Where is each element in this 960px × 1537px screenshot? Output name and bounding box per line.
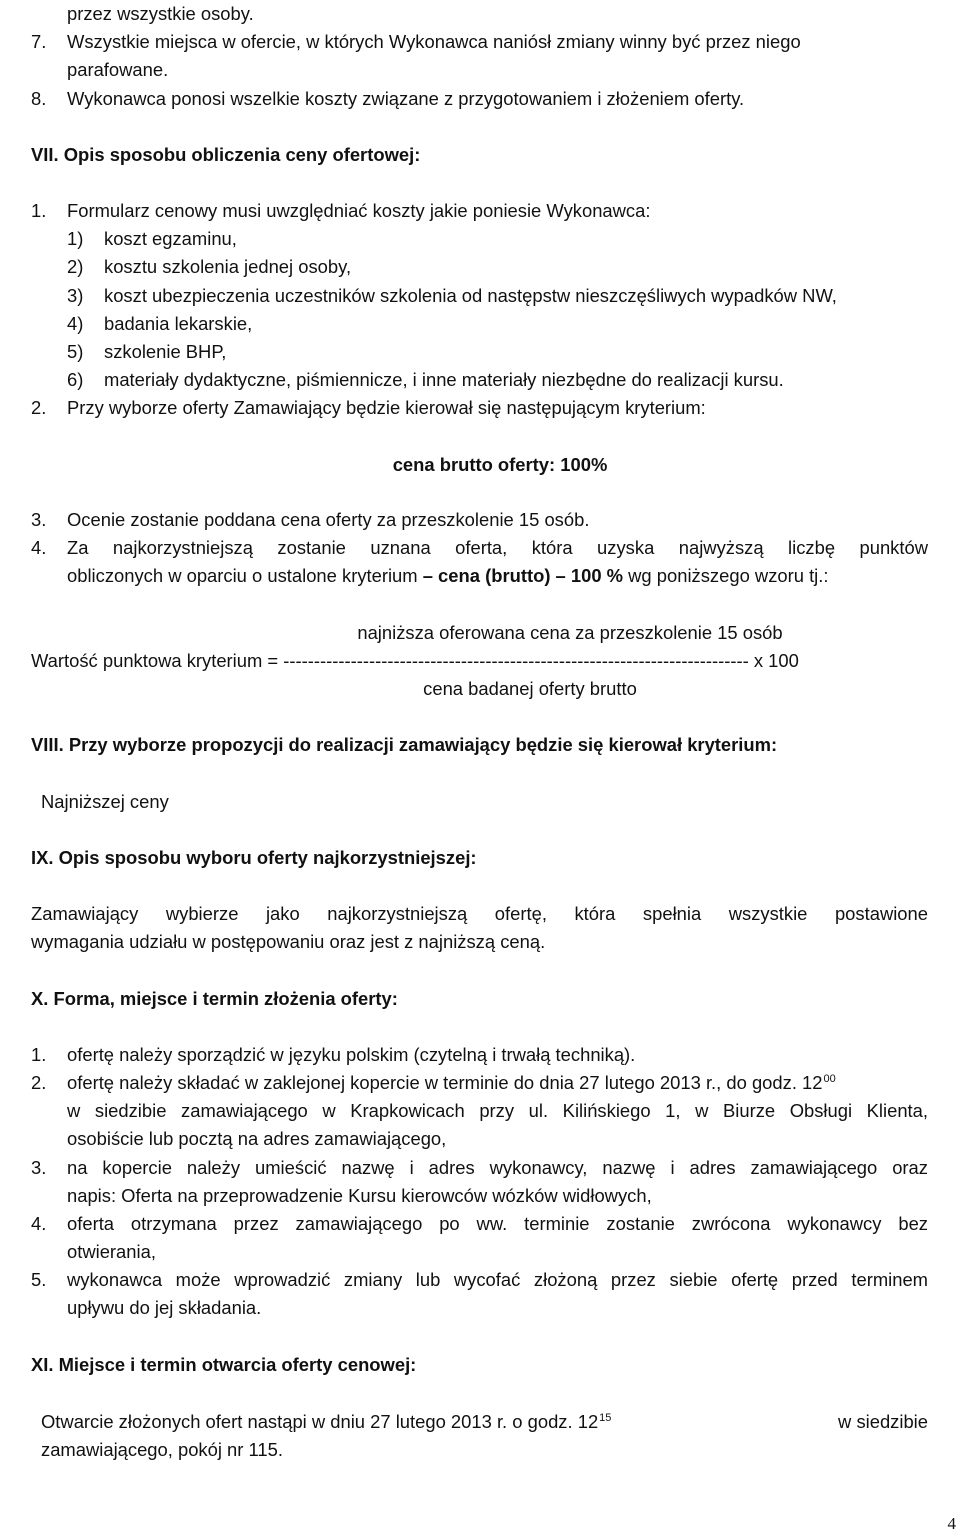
- sub-item-number: 6): [67, 369, 84, 390]
- continuation-line: przez wszystkie osoby.: [67, 3, 254, 24]
- section-11-text: [41, 1408, 928, 1436]
- section-10-item-2: [67, 1069, 836, 1097]
- section-7-point-2: Przy wyborze oferty Zamawiający będzie kierował się następującym kryterium:: [67, 397, 706, 418]
- point-4-text-b: wg poniższego wzoru tj.:: [623, 565, 829, 586]
- opening-minutes: 15: [599, 1411, 612, 1424]
- section-7-point-4-cont: [67, 562, 829, 590]
- section-11-text-cont: zamawiającego, pokój nr 115.: [41, 1439, 283, 1460]
- item-number: 4.: [31, 1213, 47, 1234]
- section-8-text: Najniższej ceny: [41, 791, 169, 812]
- item-number: 5.: [31, 1269, 47, 1290]
- item-number: 1.: [31, 200, 47, 221]
- section-10-item-2-cont2: osobiście lub pocztą na adres zamawiającego,: [67, 1128, 447, 1149]
- sub-item-text: materiały dydaktyczne, piśmiennicze, i inne materiały niezbędne do realizacji kursu.: [104, 369, 784, 390]
- formula-line: Wartość punktowa kryterium = ---------------------------------------------------------------------------- x 100: [31, 650, 799, 671]
- item-number: 8.: [31, 88, 47, 109]
- point-4-criterion: – cena (brutto) – 100 %: [422, 565, 624, 586]
- criterion-line: cena brutto oferty: 100%: [392, 454, 608, 475]
- sub-item-number: 2): [67, 256, 84, 277]
- sub-item-text: koszt egzaminu,: [104, 228, 237, 249]
- section-7-point-4: Za najkorzystniejszą zostanie uznana oferta, która uzyska najwyższą liczbę punktów: [67, 537, 928, 558]
- section-10-item-2-cont: w siedzibie zamawiającego w Krapkowicach przy ul. Kilińskiego 1, w Biurze Obsługi Klienta,: [67, 1100, 928, 1121]
- sub-item-text: badania lekarskie,: [104, 313, 253, 334]
- sub-item-number: 4): [67, 313, 84, 334]
- sub-item-number: 3): [67, 285, 84, 306]
- opening-text: Otwarcie złożonych ofert nastąpi w dniu 27 lutego 2013 r. o godz. $12^{15}$: [41, 1411, 612, 1432]
- item-number: 3.: [31, 1157, 47, 1178]
- item-number: 3.: [31, 509, 47, 530]
- section-7-heading: VII. Opis sposobu obliczenia ceny ofertowej:: [31, 144, 421, 165]
- section-10-item-4-cont: otwierania,: [67, 1241, 156, 1262]
- item-number: 4.: [31, 537, 47, 558]
- hour-minutes: 00: [823, 1072, 836, 1085]
- section-9-heading: IX. Opis sposobu wyboru oferty najkorzystniejszej:: [31, 847, 477, 868]
- section-10-item-3: na kopercie należy umieścić nazwę i adres wykonawcy, nazwę i adres zamawiającego oraz: [67, 1157, 928, 1178]
- item-number: 2.: [31, 397, 47, 418]
- sub-item-number: 1): [67, 228, 84, 249]
- opening-place: w siedzibie: [838, 1411, 928, 1432]
- point-4-text-a: obliczonych w oparciu o ustalone kryterium: [67, 565, 423, 586]
- section-7-point-3: Ocenie zostanie poddana cena oferty za przeszkolenie 15 osób.: [67, 509, 590, 530]
- sub-item-text: szkolenie BHP,: [104, 341, 227, 362]
- section-10-item-5-cont: upływu do jej składania.: [67, 1297, 262, 1318]
- page-number: 4: [947, 1514, 956, 1533]
- item-number: 2.: [31, 1072, 47, 1093]
- section-9-text: Zamawiający wybierze jako najkorzystniejszą ofertę, która spełnia wszystkie postawione: [31, 903, 928, 924]
- section-7-point-1: Formularz cenowy musi uwzględniać koszty jakie poniesie Wykonawca:: [67, 200, 651, 221]
- section-11-heading: XI. Miejsce i termin otwarcia oferty cenowej:: [31, 1354, 417, 1375]
- section-9-text-cont: wymagania udziału w postępowaniu oraz jest z najniższą ceną.: [31, 931, 546, 952]
- section-10-item-4: oferta otrzymana przez zamawiającego po ww. terminie zostanie zwrócona wykonawcy bez: [67, 1213, 928, 1234]
- section-10-item-1: ofertę należy sporządzić w języku polskim (czytelną i trwałą techniką).: [67, 1044, 636, 1065]
- sub-item-text: koszt ubezpieczenia uczestników szkolenia od następstw nieszczęśliwych wypadków NW,: [104, 285, 837, 306]
- section-10-heading: X. Forma, miejsce i termin złożenia oferty:: [31, 988, 398, 1009]
- sub-item-number: 5): [67, 341, 84, 362]
- item-8-text: Wykonawca ponosi wszelkie koszty związane z przygotowaniem i złożeniem oferty.: [67, 88, 745, 109]
- section-10-item-3-cont: napis: Oferta na przeprowadzenie Kursu kierowców wózków widłowych,: [67, 1185, 652, 1206]
- formula-numerator: najniższa oferowana cena za przeszkolenie 15 osób: [357, 622, 783, 643]
- section-10-item-5: wykonawca może wprowadzić zmiany lub wycofać złożoną przez siebie ofertę przed terminem: [67, 1269, 928, 1290]
- item-number: 1.: [31, 1044, 47, 1065]
- item-number: 7.: [31, 31, 47, 52]
- section-8-heading: VIII. Przy wyborze propozycji do realizacji zamawiający będzie się kierował kryterium:: [31, 734, 778, 755]
- item-7-text-cont: parafowane.: [67, 59, 169, 80]
- sub-item-text: kosztu szkolenia jednej osoby,: [104, 256, 352, 277]
- item-2-text: ofertę należy składać w zaklejonej kopercie w terminie do dnia 27 lutego 2013 r., do godz. 12: [67, 1072, 823, 1093]
- formula-denominator: cena badanej oferty brutto: [423, 678, 637, 699]
- item-7-text: Wszystkie miejsca w ofercie, w których Wykonawca naniósł zmiany winny być przez niego: [67, 31, 801, 52]
